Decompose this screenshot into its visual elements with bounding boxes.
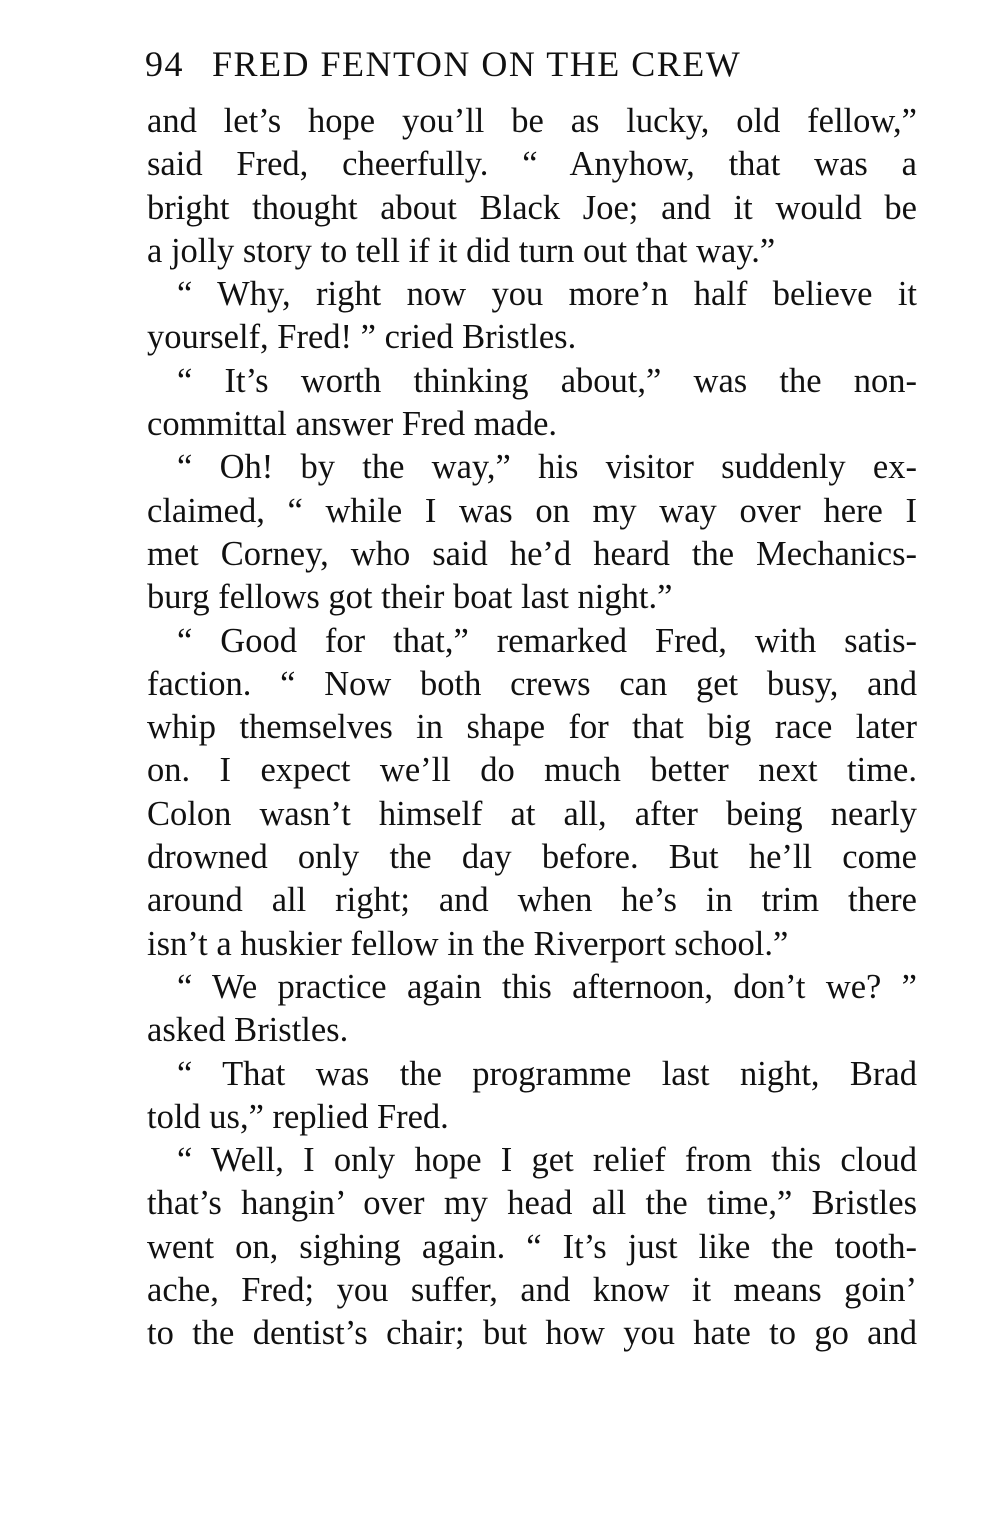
text-line: asked Bristles. — [147, 1011, 349, 1050]
page-number: 94 — [145, 44, 184, 84]
text-line: went on, sighing again. “ It’s just like the tooth- — [147, 1227, 917, 1266]
text-line: burg fellows got their boat last night.” — [147, 578, 673, 617]
text-line: on. I expect we’ll do much better next time. — [147, 751, 917, 790]
running-head — [145, 38, 925, 90]
text-line: ache, Fred; you suffer, and know it means goin’ — [147, 1271, 917, 1310]
text-line: met Corney, who said he’d heard the Mechanics- — [147, 534, 917, 573]
text-line: claimed, “ while I was on my way over here I — [147, 491, 917, 530]
text-line: told us,” replied Fred. — [147, 1097, 449, 1136]
text-line: to the dentist’s chair; but how you hate to go and — [147, 1314, 917, 1353]
text-line: “ That was the programme last night, Brad — [177, 1054, 917, 1093]
text-line: isn’t a huskier fellow in the Riverport school.” — [147, 924, 789, 963]
body-text — [147, 100, 917, 1356]
text-line: faction. “ Now both crews can get busy, and — [147, 664, 917, 703]
text-line: “ Oh! by the way,” his visitor suddenly ex- — [177, 448, 917, 487]
text-line: “ Well, I only hope I get relief from this cloud — [177, 1141, 917, 1180]
running-title: FRED FENTON ON THE CREW — [212, 44, 742, 84]
text-line: around all right; and when he’s in trim there — [147, 881, 917, 920]
text-line: said Fred, cheerfully. “ Anyhow, that was a — [147, 145, 917, 184]
text-line: Colon wasn’t himself at all, after being nearly — [147, 794, 917, 833]
text-line: yourself, Fred! ” cried Bristles. — [147, 318, 577, 357]
text-line: a jolly story to tell if it did turn out that way.” — [147, 231, 776, 270]
text-line: that’s hangin’ over my head all the time,” Bristles — [147, 1184, 917, 1223]
text-line: and let’s hope you’ll be as lucky, old fellow,” — [147, 102, 917, 140]
text-line: “ It’s worth thinking about,” was the non- — [177, 361, 917, 400]
text-line: “ Good for that,” remarked Fred, with satis- — [177, 621, 917, 660]
text-line: “ Why, right now you more’n half believe it — [177, 275, 917, 314]
text-line: drowned only the day before. But he’ll come — [147, 838, 917, 877]
text-line: bright thought about Black Joe; and it would be — [147, 188, 917, 227]
text-line: whip themselves in shape for that big race later — [147, 708, 917, 747]
text-line: “ We practice again this afternoon, don’t we? ” — [177, 967, 917, 1006]
text-line: committal answer Fred made. — [147, 405, 558, 444]
